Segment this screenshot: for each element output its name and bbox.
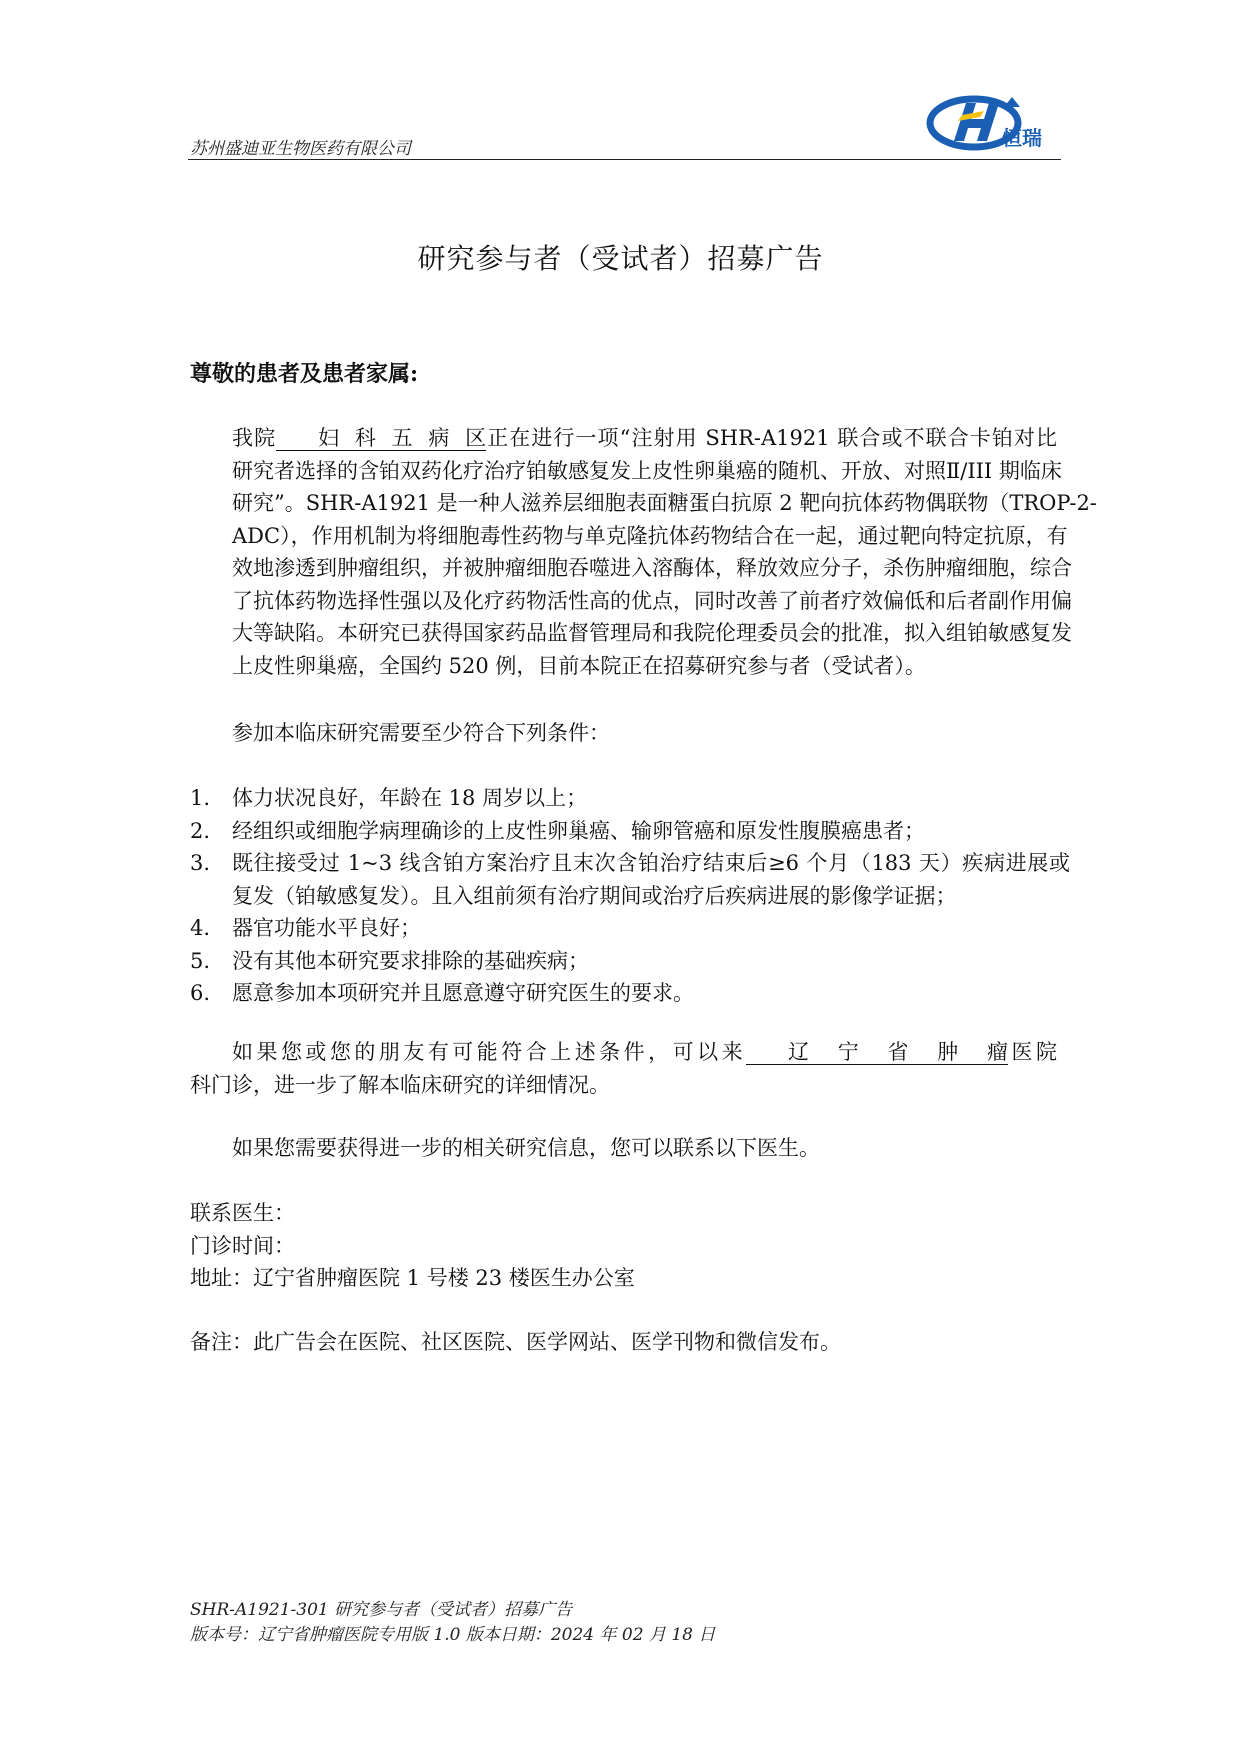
intro-paragraph — [190, 422, 1097, 682]
hengrui-logo — [926, 93, 1046, 155]
invite-suffix: 医院 — [1008, 1040, 1058, 1064]
intro-line-4: ADC），作用机制为将细胞毒性药物与单克隆抗体药物结合在一起，通过靶向特定抗原，有 — [232, 523, 1068, 548]
list-text: 愿意参加本项研究并且愿意遵守研究医生的要求。 — [232, 981, 694, 1005]
contact-doctor: 联系医生： — [190, 1201, 295, 1225]
list-number: 3. — [190, 851, 211, 875]
intro-line-1 — [190, 422, 1057, 455]
list-number: 2. — [190, 818, 211, 843]
logo-h-mark — [954, 103, 999, 141]
list-item — [190, 782, 1070, 815]
intro-line-2: 研究者选择的含铂双药化疗治疗铂敏感复发上皮性卵巢癌的随机、开放、对照Ⅱ/III 期临床 — [232, 458, 1062, 483]
intro-prefix: 我院 — [232, 426, 277, 450]
list-number: 4. — [190, 916, 211, 940]
clinic-hours: 门诊时间： — [190, 1233, 295, 1258]
invite-paragraph — [190, 1036, 1057, 1101]
logo-text: 恒瑞 — [1002, 126, 1042, 150]
header-rule — [188, 159, 1061, 160]
list-item — [190, 847, 1070, 912]
list-number: 6. — [190, 981, 211, 1005]
list-item — [190, 945, 1070, 978]
ward-field: 妇科五病区 — [276, 426, 486, 451]
contact-intro: 如果您需要获得进一步的相关研究信息，您可以联系以下医生。 — [232, 1136, 820, 1160]
list-number: 5. — [190, 948, 211, 973]
list-item — [190, 977, 1070, 1010]
list-text-continued: 复发（铂敏感复发）。且入组前须有治疗期间或治疗后疾病进展的影像学证据； — [232, 883, 957, 908]
intro-line-1-rest: 正在进行一项“注射用 SHR-A1921 联合或不联合卡铂对比 — [486, 426, 1057, 450]
intro-line-7: 大等缺陷。本研究已获得国家药品监督管理局和我院伦理委员会的批准，拟入组铂敏感复发 — [232, 621, 1072, 645]
intro-line-6: 了抗体药物选择性强以及化疗药物活性高的优点，同时改善了前者疗效偏低和后者副作用偏 — [232, 588, 1072, 613]
criteria-intro: 参加本临床研究需要至少符合下列条件： — [232, 721, 610, 745]
invite-line-2: 科门诊，进一步了解本临床研究的详细情况。 — [190, 1072, 610, 1097]
company-name: 苏州盛迪亚生物医药有限公司 — [190, 139, 411, 159]
list-item — [190, 912, 1070, 945]
intro-line-3: 研究”。SHR-A1921 是一种人滋养层细胞表面糖蛋白抗原 2 靶向抗体药物偶联物（TROP-2- — [232, 491, 1097, 515]
hospital-field: 辽宁省肿瘤 — [746, 1040, 1008, 1065]
list-number: 1. — [190, 786, 211, 810]
greeting: 尊敬的患者及患者家属: — [190, 361, 419, 387]
list-text: 器官功能水平良好； — [232, 916, 421, 940]
list-item — [190, 815, 1070, 848]
list-text: 没有其他本研究要求排除的基础疾病； — [232, 948, 589, 973]
footer-study-title: SHR-A1921-301 研究参与者（受试者）招募广告 — [190, 1600, 573, 1620]
footer-version: 版本号：辽宁省肿瘤医院专用版 1.0 版本日期：2024 年 02 月 18 日 — [190, 1625, 716, 1645]
address: 地址：辽宁省肿瘤医院 1 号楼 23 楼医生办公室 — [190, 1266, 635, 1290]
intro-line-8: 上皮性卵巢癌，全国约 520 例，目前本院正在招募研究参与者（受试者）。 — [232, 653, 926, 678]
list-text: 经组织或细胞学病理确诊的上皮性卵巢癌、输卵管癌和原发性腹膜癌患者； — [232, 818, 925, 843]
invite-prefix: 如果您或您的朋友有可能符合上述条件，可以来 — [232, 1040, 747, 1064]
page-footer — [190, 1598, 715, 1648]
logo-peak — [1004, 97, 1020, 107]
page-title: 研究参与者（受试者）招募广告 — [417, 242, 824, 275]
intro-line-5: 效地渗透到肿瘤组织，并被肿瘤细胞吞噬进入溶酶体，释放效应分子，杀伤肿瘤细胞，综合 — [232, 556, 1072, 580]
invite-line-1 — [190, 1036, 1057, 1069]
list-text: 体力状况良好，年龄在 18 周岁以上； — [232, 786, 588, 810]
criteria-list — [190, 782, 1070, 1010]
remark: 备注：此广告会在医院、社区医院、医学网站、医学刊物和微信发布。 — [190, 1330, 841, 1354]
list-text: 既往接受过 1~3 线含铂方案治疗且末次含铂治疗结束后≥6 个月（183 天）疾病进展或 — [232, 851, 1070, 875]
contact-block — [190, 1197, 635, 1295]
